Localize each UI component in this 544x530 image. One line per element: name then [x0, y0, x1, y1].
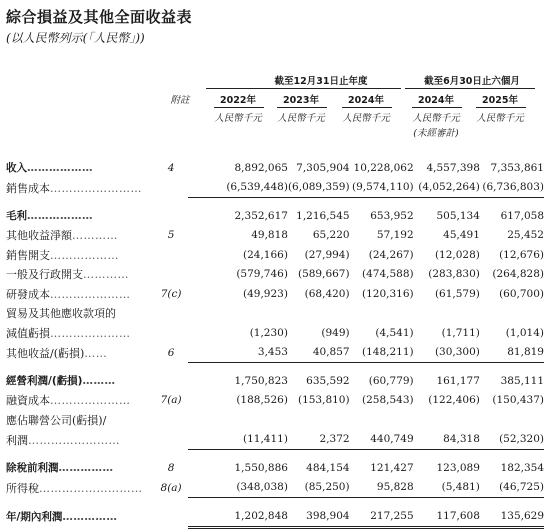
- half-group-rule: [405, 88, 535, 89]
- col-rule-5: [476, 107, 526, 108]
- col-rule-3: [342, 107, 392, 108]
- year-ended-group-header: 截至12月31日止年度: [274, 76, 368, 87]
- note-ref: [154, 506, 189, 527]
- cell-value: (9,574,110): [350, 178, 414, 198]
- note-ref: [154, 265, 189, 285]
- cell-value: (1,711): [441, 326, 480, 339]
- row-label: [6, 206, 154, 226]
- cell-value: (258,543): [362, 394, 414, 407]
- cell-value: (68,420): [304, 287, 350, 300]
- note-ref: [154, 371, 189, 391]
- cell-value: 617,058: [500, 209, 544, 222]
- row-label: [6, 323, 154, 343]
- cell-value: 7,353,861: [490, 161, 544, 174]
- cell-value: (52,320): [480, 430, 544, 450]
- cell-value: (12,676): [499, 248, 544, 261]
- row-label-text: 應佔聯營公司(虧損)/: [6, 413, 107, 427]
- note-ref: 8: [167, 461, 175, 474]
- row-label: [6, 371, 154, 391]
- cell-value: (24,267): [368, 248, 414, 261]
- row-label: [6, 265, 154, 285]
- cell-value: [350, 410, 414, 430]
- cell-value: (150,437): [492, 394, 544, 407]
- row-label-text: 除稅前利潤: [6, 462, 59, 475]
- col-rule-4: [412, 107, 462, 108]
- cell-value: 2,372: [288, 430, 350, 450]
- note-ref: [154, 206, 189, 226]
- col-year-2023: 2023年: [283, 95, 319, 106]
- cell-value: 25,452: [507, 229, 544, 242]
- cell-value: 1,750,823: [234, 374, 288, 387]
- col-unaudited-note: (未經審計): [413, 128, 459, 139]
- row-label: [6, 458, 154, 478]
- row-label-text: 經營利潤/(虧損): [6, 375, 83, 388]
- cell-value: 1,202,848: [188, 506, 287, 527]
- table-row: [6, 458, 544, 478]
- cell-value: 398,904: [288, 506, 350, 527]
- cell-value: 385,111: [500, 374, 544, 387]
- leader-dots: …………………: [50, 394, 131, 408]
- cell-value: 57,192: [376, 229, 414, 242]
- cell-value: 505,134: [436, 209, 480, 222]
- note-ref: [154, 245, 189, 265]
- cell-value: (60,779): [368, 374, 414, 387]
- leader-dots: ………………: [27, 210, 93, 223]
- statement-title: 綜合損益及其他全面收益表: [6, 8, 193, 26]
- cell-value: (6,089,359): [288, 178, 350, 198]
- row-label-text: 銷售開支: [6, 248, 50, 262]
- cell-value: (283,830): [428, 268, 480, 281]
- note-ref: [154, 410, 189, 430]
- cell-value: [480, 304, 544, 324]
- cell-value: 182,354: [500, 461, 544, 474]
- cell-value: (49,923): [243, 287, 288, 300]
- cell-value: (122,406): [428, 394, 480, 407]
- row-label: [6, 430, 154, 450]
- note-ref: 7(a): [160, 394, 182, 407]
- cell-value: 81,819: [480, 343, 544, 363]
- row-spacer: [6, 363, 544, 372]
- table-row: [6, 206, 544, 226]
- notes-header: 附註: [170, 95, 190, 106]
- cell-value: [350, 304, 414, 324]
- leader-dots: …………: [72, 229, 118, 243]
- table-row: [6, 430, 544, 450]
- leader-dots: ………………………: [39, 481, 143, 495]
- cell-value: 484,154: [306, 461, 350, 474]
- row-spacer: [6, 498, 544, 507]
- row-label: [6, 478, 154, 498]
- cell-value: (188,526): [236, 394, 288, 407]
- cell-value: 84,318: [414, 430, 480, 450]
- cell-value: (85,250): [288, 478, 350, 498]
- note-ref: 6: [167, 346, 175, 359]
- col-year-2022: 2022年: [220, 95, 256, 106]
- cell-value: [288, 410, 350, 430]
- table-row: [6, 506, 544, 527]
- note-ref: 8(a): [160, 481, 182, 494]
- row-label: [6, 304, 154, 324]
- cell-value: (46,725): [480, 478, 544, 498]
- leader-dots: ……………………: [28, 433, 120, 447]
- table-row: [6, 478, 544, 498]
- cell-value: (579,746): [236, 268, 288, 281]
- table-row: [6, 265, 544, 285]
- cell-value: (24,166): [243, 248, 288, 261]
- row-label: [6, 343, 154, 363]
- leader-dots: ………: [82, 375, 116, 388]
- col-rule-1: [214, 107, 264, 108]
- cell-value: (589,667): [297, 268, 350, 281]
- row-label-text: 利潤: [6, 433, 28, 447]
- cell-value: 117,608: [414, 506, 480, 527]
- cell-value: 135,629: [480, 506, 544, 527]
- leader-dots: …………: [83, 268, 129, 282]
- cell-value: (61,579): [434, 287, 480, 300]
- leader-dots: ……: [84, 346, 108, 360]
- table-row: [6, 245, 544, 265]
- leader-dots: ……………: [58, 462, 114, 475]
- cell-value: 65,220: [312, 229, 350, 242]
- table-row: [6, 343, 544, 363]
- col-year-2024: 2024年: [348, 95, 384, 106]
- row-label-text: 其他收益淨額: [6, 229, 72, 243]
- row-label-text: 銷售成本: [6, 181, 50, 195]
- leader-dots: ……………………: [50, 181, 142, 195]
- cell-value: 7,305,904: [296, 161, 350, 174]
- income-statement-table: [6, 158, 544, 529]
- row-label-text: 減值虧損: [6, 326, 50, 340]
- cell-value: (27,994): [304, 248, 350, 261]
- cell-value: 123,089: [436, 461, 480, 474]
- row-label: [6, 178, 154, 198]
- cell-value: (6,736,803): [480, 178, 544, 198]
- cell-value: (148,211): [350, 343, 414, 363]
- col-half-2024: 2024年: [418, 95, 454, 106]
- row-label: [6, 226, 154, 246]
- cell-value: 4,557,398: [426, 161, 480, 174]
- leader-dots: ………………: [27, 162, 93, 175]
- col-unit-2: 人民幣千元: [277, 113, 325, 124]
- cell-value: (4,541): [375, 326, 414, 339]
- table-row: [6, 410, 544, 430]
- row-label: [6, 410, 154, 430]
- cell-value: [188, 410, 287, 430]
- row-label: [6, 391, 154, 411]
- cell-value: [188, 304, 287, 324]
- cell-value: 1,216,545: [296, 209, 350, 222]
- half-year-group-header: 截至6月30日止六個月: [424, 76, 520, 87]
- col-unit-3: 人民幣千元: [342, 113, 390, 124]
- cell-value: 2,352,617: [234, 209, 288, 222]
- row-label-text: 融資成本: [6, 394, 50, 408]
- year-group-rule: [206, 88, 401, 89]
- note-ref: [154, 304, 189, 324]
- col-unit-4: 人民幣千元: [412, 113, 460, 124]
- note-ref: 4: [167, 161, 175, 174]
- cell-value: (6,539,448): [188, 178, 287, 198]
- cell-value: (11,411): [188, 430, 287, 450]
- row-label-text: 貿易及其他應收款項的: [6, 307, 116, 321]
- row-label: [6, 158, 154, 178]
- cell-value: (12,028): [434, 248, 480, 261]
- cell-value: [414, 304, 480, 324]
- col-unit-1: 人民幣千元: [214, 113, 262, 124]
- row-label: [6, 506, 154, 527]
- leader-dots: …………………: [50, 326, 131, 340]
- table-row: [6, 304, 544, 324]
- cell-value: 440,749: [350, 430, 414, 450]
- cell-value: 3,453: [188, 343, 287, 363]
- note-ref: [154, 430, 189, 450]
- cell-value: 635,592: [306, 374, 350, 387]
- row-label-text: 毛利: [6, 210, 27, 223]
- cell-value: (5,481): [414, 478, 480, 498]
- col-rule-2: [277, 107, 327, 108]
- note-ref: [154, 178, 189, 198]
- row-label-text: 研發成本: [6, 287, 50, 301]
- row-label-text: 其他收益/(虧損): [6, 346, 85, 360]
- cell-value: 45,491: [443, 229, 480, 242]
- row-label: [6, 284, 154, 304]
- cell-value: (348,038): [188, 478, 287, 498]
- cell-value: (60,700): [499, 287, 544, 300]
- row-spacer: [6, 198, 544, 207]
- cell-value: 1,550,886: [234, 461, 288, 474]
- cell-value: (1,014): [505, 326, 544, 339]
- row-label-text: 收入: [6, 162, 27, 175]
- table-row: [6, 158, 544, 178]
- cell-value: (474,588): [362, 268, 414, 281]
- leader-dots: ……………: [62, 511, 118, 523]
- cell-value: 121,427: [370, 461, 414, 474]
- row-spacer: [6, 450, 544, 459]
- col-unit-5: 人民幣千元: [476, 113, 524, 124]
- cell-value: 40,857: [288, 343, 350, 363]
- row-label-text: 所得稅: [6, 481, 39, 495]
- cell-value: [480, 410, 544, 430]
- leader-dots: …………………: [50, 287, 131, 301]
- cell-value: (949): [321, 326, 350, 339]
- cell-value: (264,828): [492, 268, 544, 281]
- table-row: [6, 371, 544, 391]
- cell-value: 161,177: [436, 374, 480, 387]
- statement-subtitle: (以人民幣列示(「人民幣」)): [6, 31, 145, 45]
- cell-value: 217,255: [350, 506, 414, 527]
- cell-value: (4,052,264): [414, 178, 480, 198]
- table-row: [6, 178, 544, 198]
- row-label-text: 年/期內利潤: [6, 511, 63, 523]
- table-row: [6, 226, 544, 246]
- cell-value: [414, 410, 480, 430]
- col-half-2025: 2025年: [482, 95, 518, 106]
- cell-value: (153,810): [297, 394, 350, 407]
- cell-value: 10,228,062: [353, 161, 414, 174]
- cell-value: (30,300): [414, 343, 480, 363]
- row-label-text: 一般及行政開支: [6, 268, 83, 282]
- table-row: [6, 323, 544, 343]
- cell-value: 95,828: [350, 478, 414, 498]
- cell-value: (120,316): [362, 287, 414, 300]
- note-ref: [154, 323, 189, 343]
- cell-value: [288, 304, 350, 324]
- leader-dots: ………………: [50, 248, 119, 262]
- table-row: [6, 391, 544, 411]
- table-row: [6, 284, 544, 304]
- note-ref: 5: [167, 229, 175, 242]
- cell-value: 8,892,065: [234, 161, 288, 174]
- row-label: [6, 245, 154, 265]
- cell-value: 49,818: [251, 229, 288, 242]
- note-ref: 7(c): [160, 287, 182, 300]
- cell-value: (1,230): [249, 326, 288, 339]
- cell-value: 653,952: [370, 209, 414, 222]
